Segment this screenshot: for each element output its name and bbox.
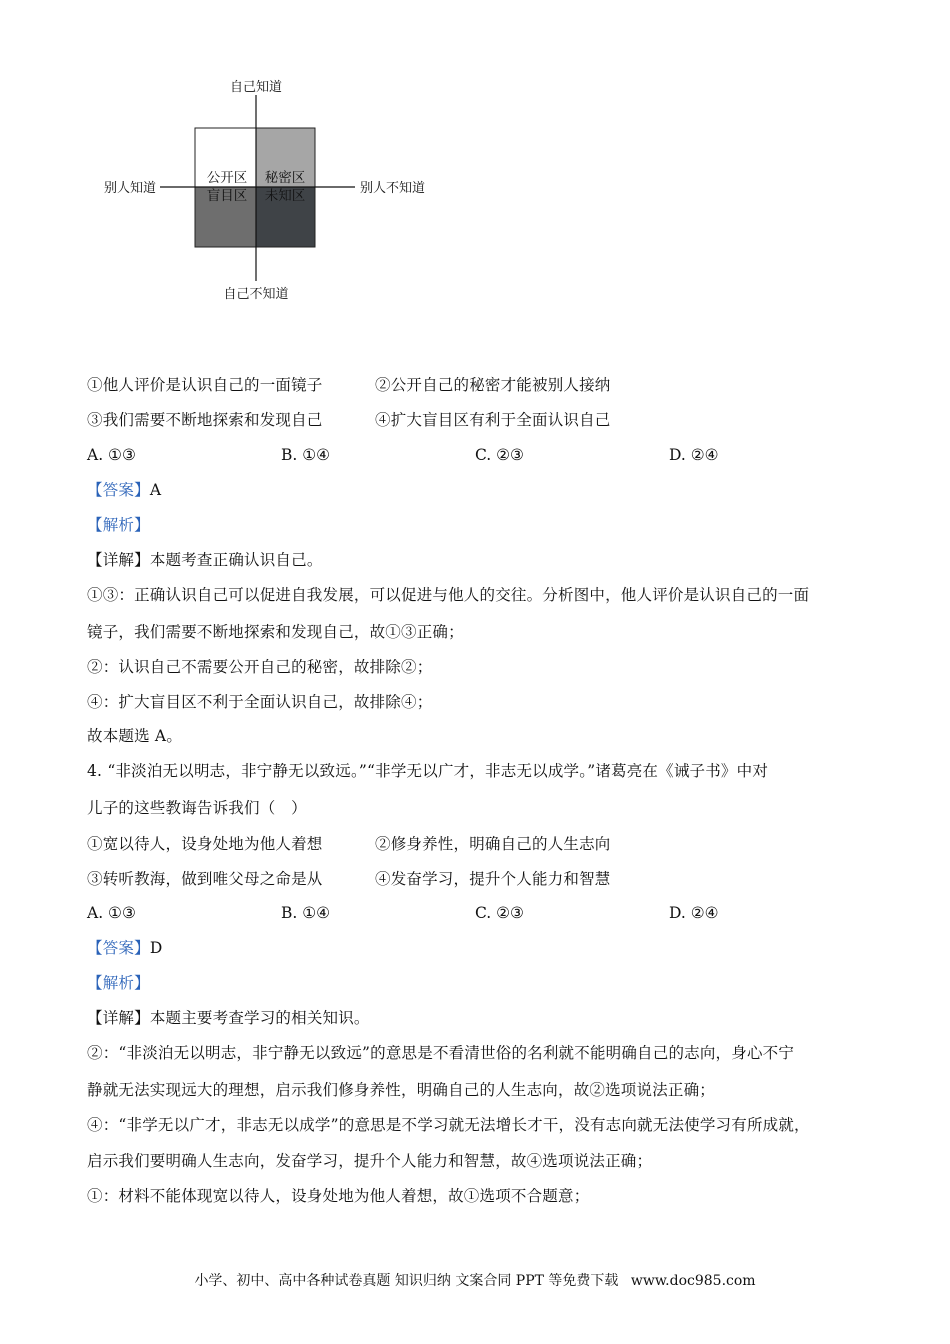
q3-detail-1 (87, 550, 323, 570)
q4-option-d: D. ②④ (669, 904, 719, 922)
q3-statement-3: ③我们需要不断地探索和发现自己 (87, 411, 323, 429)
cell-open-label: 公开区 (206, 170, 248, 186)
q3-statement-1: ①他人评价是认识自己的一面镜子 (87, 376, 323, 394)
q3-option-c: C. ②③ (475, 446, 524, 464)
q4-detail-6: ①：材料不能体现宽以待人，设身处地为他人着想，故①选项不合题意； (87, 1187, 590, 1205)
q4-detail-4: ④：“非学无以广才，非志无以成学”的意思是不学习就无法增长才干，没有志向就无法使学习有所成就， (87, 1116, 810, 1134)
q4-statement-4: ④发奋学习，提升个人能力和智慧 (375, 870, 611, 888)
johari-window-diagram (60, 65, 480, 315)
q4-analysis (87, 973, 150, 993)
label-others-unknown: 别人不知道 (360, 181, 426, 196)
label-self-unknown: 自己不知道 (223, 287, 289, 302)
q4-stem-1: 4. “非淡泊无以明志，非宁静无以致远。”“非学无以广才，非志无以成学。”诸葛亮在《诫子书》中对 (87, 762, 769, 780)
cell-blind-label: 盲目区 (206, 188, 248, 204)
q4-answer (87, 938, 162, 958)
q3-answer (87, 480, 161, 500)
q3-option-d: D. ②④ (669, 446, 719, 464)
q4-stem-2: 儿子的这些教诲告诉我们（ ） (87, 799, 307, 817)
analysis-tag: 【解析】 (87, 516, 150, 534)
answer-value: D (149, 939, 163, 957)
analysis-tag: 【解析】 (87, 974, 150, 992)
q4-statement-2: ②修身养性，明确自己的人生志向 (375, 835, 611, 853)
cell-unknown-label: 未知区 (264, 188, 306, 204)
q3-detail-2: ①③：正确认识自己可以促进自我发展，可以促进与他人的交往。分析图中，他人评价是认识自己的一面 (87, 586, 810, 604)
q4-detail-3: 静就无法实现远大的理想，启示我们修身养性，明确自己的人生志向，故②选项说法正确； (87, 1081, 716, 1099)
label-self-known: 自己知道 (229, 80, 283, 95)
answer-tag: 【答案】 (87, 939, 150, 957)
q3-statement-4: ④扩大盲目区有利于全面认识自己 (375, 411, 611, 429)
cell-secret-label: 秘密区 (264, 170, 306, 186)
q4-detail-2: ②：“非淡泊无以明志，非宁静无以致远”的意思是不看清世俗的名利就不能明确自己的志向，身心不宁 (87, 1044, 795, 1062)
detail-text: 本题主要考查学习的相关知识。 (149, 1009, 370, 1027)
q3-detail-3: 镜子，我们需要不断地探索和发现自己，故①③正确； (87, 623, 464, 641)
footer-url[interactable]: www.doc985.com (630, 1273, 756, 1289)
q4-detail-5: 启示我们要明确人生志向，发奋学习，提升个人能力和智慧，故④选项说法正确； (87, 1152, 653, 1170)
detail-tag: 【详解】 (87, 1009, 150, 1027)
q3-detail-6: 故本题选 A。 (87, 727, 183, 745)
q4-option-c: C. ②③ (475, 904, 524, 922)
detail-tag: 【详解】 (87, 551, 150, 569)
answer-value: A (149, 481, 162, 499)
footer-text: 小学、初中、高中各种试卷真题 知识归纳 文案合同 PPT 等免费下载 (194, 1273, 619, 1289)
q4-detail-1 (87, 1008, 370, 1028)
q4-option-b: B. ①④ (281, 904, 331, 922)
q3-statement-2: ②公开自己的秘密才能被别人接纳 (375, 376, 611, 394)
q4-statement-3: ③转听教海，做到唯父母之命是从 (87, 870, 323, 888)
answer-tag: 【答案】 (87, 481, 150, 499)
label-others-known: 别人知道 (103, 181, 156, 196)
q3-option-a: A. ①③ (87, 446, 136, 464)
q4-option-a: A. ①③ (87, 904, 136, 922)
q3-detail-5: ④：扩大盲目区不利于全面认识自己，故排除④； (87, 693, 433, 711)
q3-option-b: B. ①④ (281, 446, 331, 464)
q3-detail-4: ②：认识自己不需要公开自己的秘密，故排除②； (87, 658, 433, 676)
q4-statement-1: ①宽以待人，设身处地为他人着想 (87, 835, 323, 853)
detail-text: 本题考查正确认识自己。 (149, 551, 323, 569)
page-footer (0, 1270, 950, 1290)
q3-analysis (87, 515, 150, 535)
